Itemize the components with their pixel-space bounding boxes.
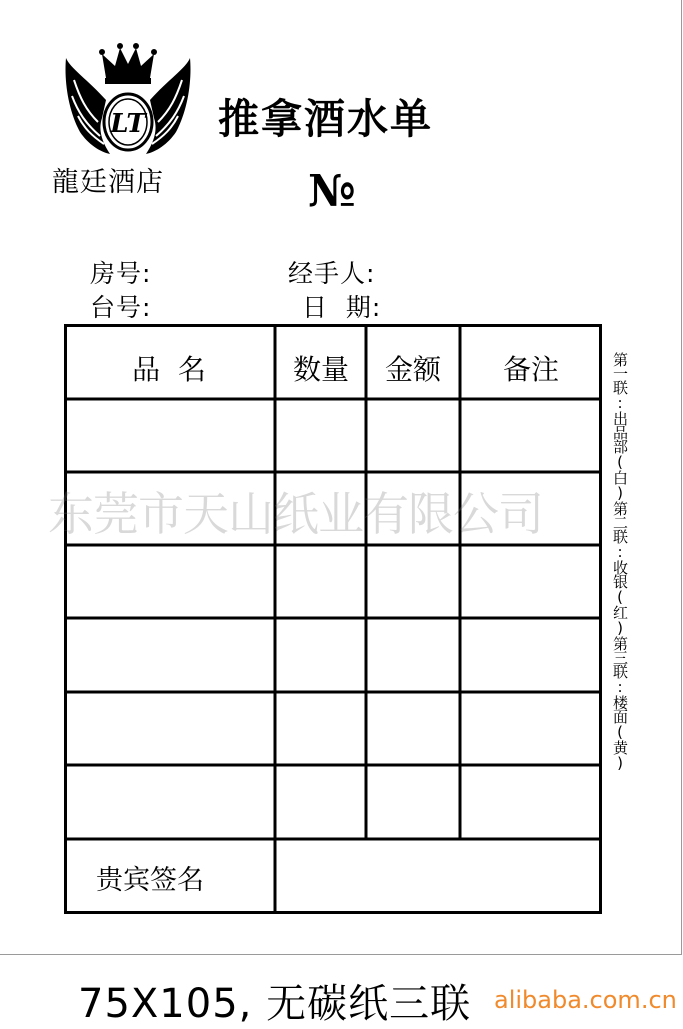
header-amount: 金额 bbox=[384, 353, 441, 386]
logo-monogram: LT bbox=[110, 109, 146, 139]
company-watermark: 东莞市天山纸业有限公司 bbox=[48, 487, 543, 541]
product-spec: 75X105, 无碳纸三联 bbox=[78, 981, 472, 1027]
table-grid bbox=[64, 324, 602, 914]
header-remarks: 备注 bbox=[502, 353, 559, 386]
hotel-name: 龍廷酒店 bbox=[52, 167, 164, 198]
copy-distribution-note: 第一联:出品部(白)第二联:收银(红)第三联:楼面(黄) bbox=[611, 352, 629, 771]
crown-wings-emblem-icon bbox=[58, 40, 198, 170]
date-label: 日 期: bbox=[302, 293, 382, 322]
header-item-name: 品 名 bbox=[132, 353, 206, 386]
site-watermark: alibaba.com.cn bbox=[494, 986, 677, 1014]
serial-number-label: № bbox=[308, 166, 356, 217]
header-quantity: 数量 bbox=[292, 353, 349, 386]
guest-signature-label: 贵宾签名 bbox=[96, 865, 204, 896]
handler-label: 经手人: bbox=[288, 259, 376, 288]
table-number-label: 台号: bbox=[90, 293, 152, 322]
form-title: 推拿酒水单 bbox=[218, 95, 433, 143]
order-table bbox=[64, 324, 602, 914]
guest-signature-field[interactable] bbox=[277, 841, 599, 911]
room-number-label: 房号: bbox=[90, 259, 152, 288]
